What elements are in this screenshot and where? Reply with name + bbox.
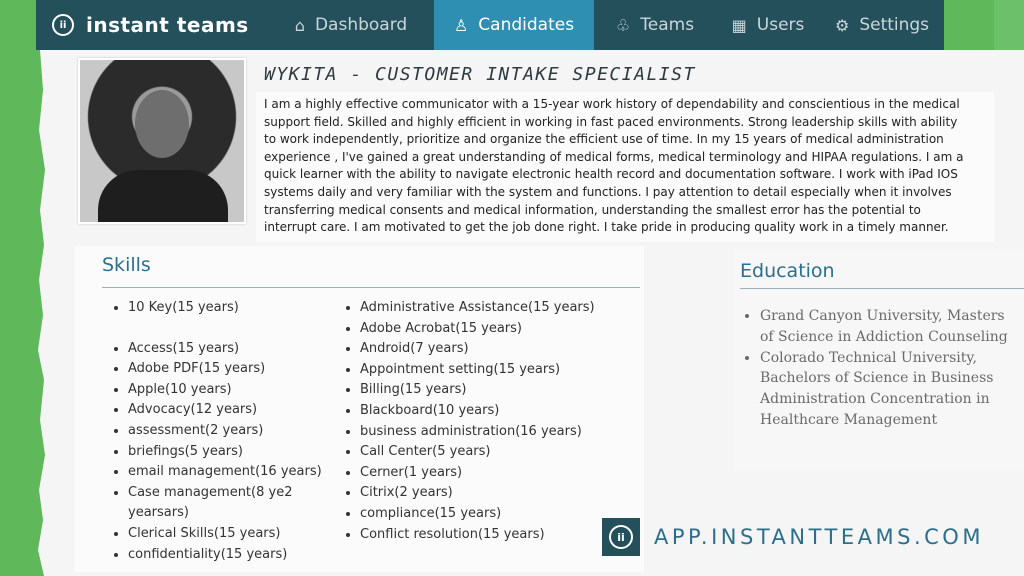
skill-item: • 10 Key(15 years) [128, 298, 338, 319]
nav-label: Settings [859, 15, 930, 35]
skills-column-1 [104, 298, 338, 565]
nav-label: Users [756, 15, 805, 35]
nav-label: Teams [640, 15, 695, 35]
skill-item: • Apple(10 years) [128, 380, 338, 401]
nav-settings[interactable] [820, 0, 944, 50]
instant-teams-logo-icon: ii [609, 525, 633, 549]
footer-brand[interactable] [602, 518, 984, 556]
skill-item: • Cerner(1 years) [360, 463, 600, 484]
candidate-bio: I am a highly effective communicator with a 15-year work history of dependability and conscientious in the medical support field. Skilled and highly efficient in working in fast paced environments. Strong leadership skills with ability to work independently, prioritize and organize the efficient use of time. In my 15 years of medical administration experience , I've gained a great understanding of medical forms, medical terminology and HIPAA regulations. I am a quick learner with the ability to navigate electronic health record and documentation software. I work with iPad IOS systems daily and very familiar with the system and functions. I pay attention to detail especially when it involves transferring medical consents and medical information, understanding the smallest error has the potential to interrupt care. I am motivated to get the job done right. I take pride in producing quality work in a timely manner. [264, 97, 964, 235]
skill-item: • Citrix(2 years) [360, 483, 600, 504]
skill-item: • Adobe PDF(15 years) [128, 359, 338, 380]
skill-item: • Case management(8 ye2 yearsars) [128, 483, 338, 524]
skill-item: • Conflict resolution(15 years) [360, 525, 600, 546]
education-list [740, 306, 1010, 431]
nav-teams[interactable] [594, 0, 716, 50]
education-item: • Grand Canyon University, Masters of Science in Addiction Counseling [760, 306, 1010, 348]
candidate-headline: WYKITA - CUSTOMER INTAKE SPECIALIST [264, 64, 696, 85]
footer-url: APP.INSTANTTEAMS.COM [654, 525, 984, 549]
skills-column-2 [336, 298, 600, 545]
skill-item: • compliance(15 years) [360, 504, 600, 525]
nav-label: Candidates [478, 15, 575, 35]
skill-item: • Access(15 years) [128, 339, 338, 360]
skill-item: • Administrative Assistance(15 years) [360, 298, 600, 319]
footer-logo [602, 518, 640, 556]
gear-icon: ⚙ [834, 15, 850, 35]
skill-item: • Advocacy(12 years) [128, 400, 338, 421]
skill-item: • confidentiality(15 years) [128, 545, 338, 566]
app-name: instant teams [86, 13, 249, 37]
skill-item: • assessment(2 years) [128, 421, 338, 442]
candidate-photo [80, 60, 244, 222]
home-icon: ⌂ [294, 15, 305, 35]
top-navbar [36, 0, 944, 50]
skill-item: • briefings(5 years) [128, 442, 338, 463]
skills-divider [102, 287, 640, 288]
skill-item: • Billing(15 years) [360, 380, 600, 401]
photo-body [98, 170, 228, 222]
skill-item: • Call Center(5 years) [360, 442, 600, 463]
table-icon: ▦ [731, 15, 747, 35]
nav-dashboard[interactable] [268, 0, 434, 50]
nav-candidates[interactable] [434, 0, 594, 50]
people-icon: ♧ [615, 15, 631, 35]
photo-face [135, 90, 189, 158]
skills-title: Skills [102, 254, 151, 276]
education-divider [740, 288, 1024, 289]
skill-item: • Android(7 years) [360, 339, 600, 360]
nav-users[interactable] [716, 0, 820, 50]
skill-item: • Appointment setting(15 years) [360, 360, 600, 381]
skill-item: • email management(16 years) [128, 462, 338, 483]
skill-item: • Clerical Skills(15 years) [128, 524, 338, 545]
brand[interactable] [36, 13, 268, 37]
education-item: • Colorado Technical University, Bachelors of Science in Business Administration Concentration in Healthcare Management [760, 348, 1010, 431]
skill-item: • Adobe Acrobat(15 years) [360, 319, 600, 340]
instant-teams-logo-icon: ii [52, 14, 74, 36]
skill-item: • business administration(16 years) [360, 422, 600, 443]
skill-item: • Blackboard(10 years) [360, 401, 600, 422]
education-title: Education [740, 260, 835, 282]
person-icon: ♙ [453, 15, 469, 35]
nav-label: Dashboard [314, 15, 408, 35]
